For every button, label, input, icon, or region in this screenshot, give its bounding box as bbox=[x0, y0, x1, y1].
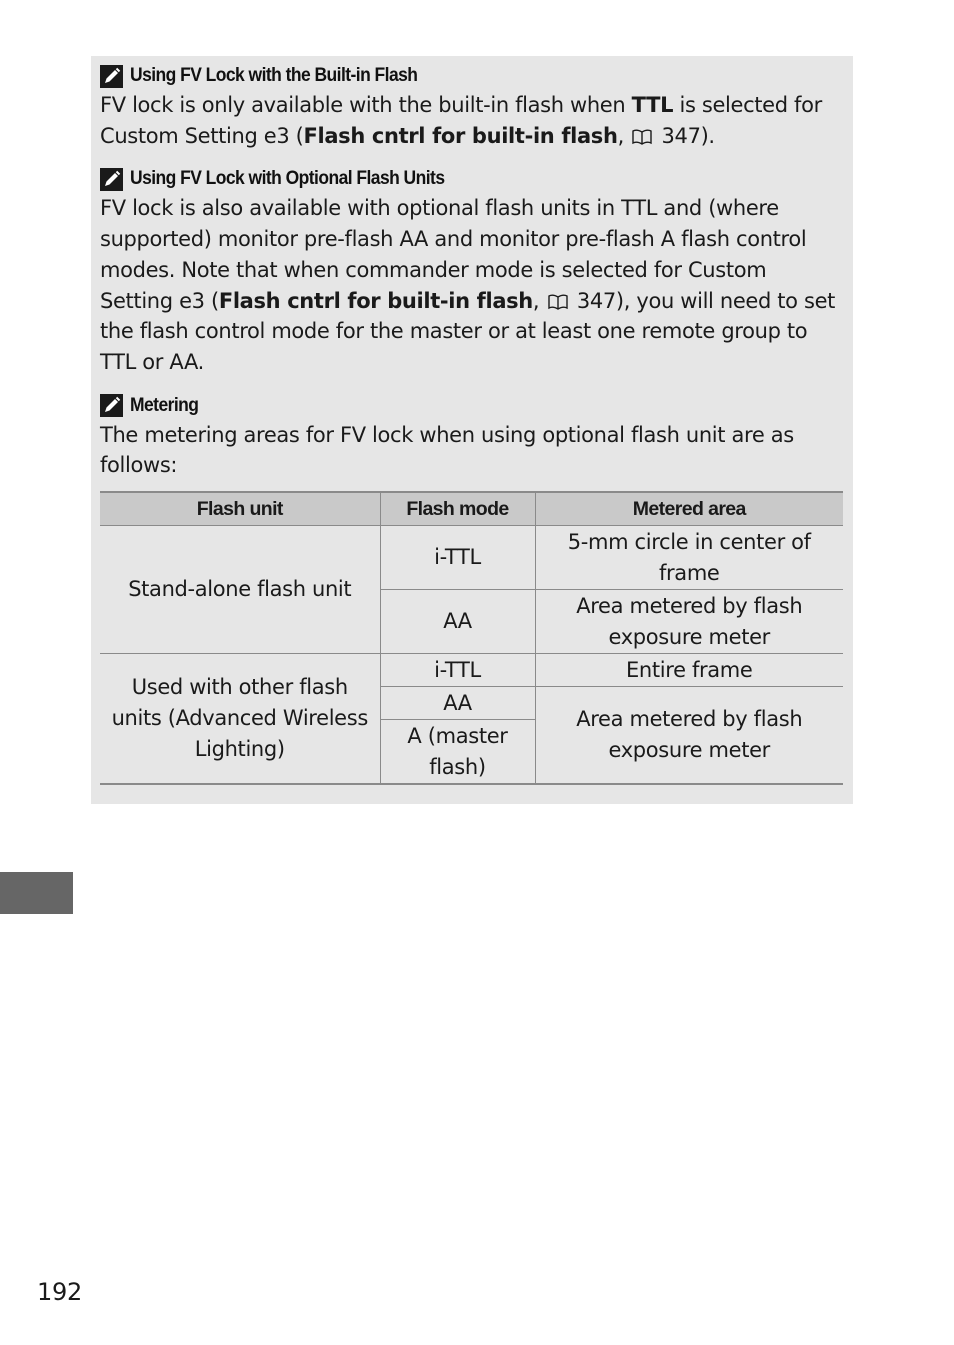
book-icon bbox=[548, 294, 568, 310]
pencil-icon bbox=[100, 394, 123, 417]
bold-term: TTL bbox=[631, 93, 674, 117]
table-header-row bbox=[100, 492, 843, 526]
note-body: FV lock is also available with optional flash units in TTL and (where supported) monitor pre-flash AA and monitor pre-flash A flash control modes. Note that when commander mode is selected for Custom Setting e3 (Flash cntrl for built-in flash, 347), you will need to set the flash control mode for the master or at least one remote group to TTL or AA. bbox=[100, 196, 836, 374]
note-body: The metering areas for FV lock when using optional flash unit are as follows: bbox=[100, 422, 794, 478]
flash-mode-cell: i-TTL bbox=[380, 654, 535, 687]
note-title bbox=[100, 165, 843, 193]
metering-table bbox=[100, 491, 843, 785]
book-icon bbox=[632, 129, 652, 145]
page-number: 192 bbox=[37, 1278, 82, 1306]
flash-unit-cell: Stand-alone flash unit bbox=[100, 526, 380, 654]
note-builtin-flash bbox=[100, 62, 843, 151]
note-title bbox=[100, 62, 843, 90]
pencil-icon bbox=[100, 65, 123, 88]
header-metered-area: Metered area bbox=[535, 492, 843, 526]
flash-mode-cell: AA bbox=[380, 590, 535, 654]
note-title-text: Using FV Lock with Optional Flash Units bbox=[130, 168, 445, 190]
note-title-text: Metering bbox=[130, 394, 199, 416]
note-title bbox=[100, 392, 843, 420]
bold-term: Flash cntrl for built-in flash bbox=[218, 288, 533, 313]
metered-area-cell: Area metered by flash exposure meter bbox=[535, 590, 843, 654]
flash-mode-cell: AA bbox=[380, 687, 535, 720]
bold-term: Flash cntrl for built-in flash bbox=[303, 123, 618, 148]
flash-unit-cell: Used with other flash units (Advanced Wireless Lighting) bbox=[100, 654, 380, 785]
note-box bbox=[91, 56, 853, 804]
header-flash-unit: Flash unit bbox=[100, 492, 380, 526]
note-optional-flash bbox=[100, 165, 843, 377]
note-body: FV lock is only available with the built-in flash when TTL is selected for Custom Setting e3 (Flash cntrl for built-in flash, 347). bbox=[100, 93, 822, 148]
flash-mode-cell: i-TTL bbox=[380, 526, 535, 590]
header-flash-mode: Flash mode bbox=[380, 492, 535, 526]
table-row bbox=[100, 654, 843, 687]
note-metering bbox=[100, 392, 843, 785]
metered-area-cell: Entire frame bbox=[535, 654, 843, 687]
pencil-icon bbox=[100, 168, 123, 191]
metered-area-cell: Area metered by flash exposure meter bbox=[535, 687, 843, 785]
metered-area-cell: 5-mm circle in center of frame bbox=[535, 526, 843, 590]
flash-mode-cell: A (master flash) bbox=[380, 720, 535, 785]
note-title-text: Using FV Lock with the Built-in Flash bbox=[130, 65, 418, 86]
section-tab bbox=[0, 872, 73, 914]
table-row bbox=[100, 526, 843, 590]
